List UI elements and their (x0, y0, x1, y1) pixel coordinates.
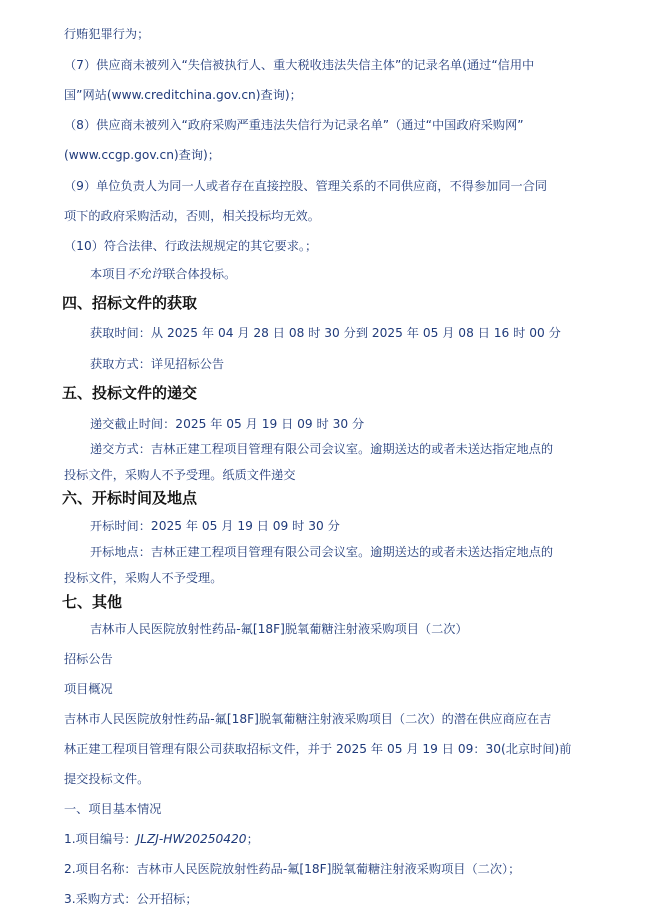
opening-time: 开标时间：2025 年 05 月 19 日 09 时 30 分 (90, 519, 340, 533)
procurement-method: 3.采购方式：公开招标； (64, 892, 198, 906)
overview-label: 项目概况 (64, 682, 113, 696)
section-4-heading: 四、招标文件的获取 (62, 294, 198, 312)
requirement-8-line1: （8）供应商未被列入“政府采购严重违法失信行为记录名单”（通过“中国政府采购网” (64, 118, 524, 132)
doc-acquire-method: 获取方式：详见招标公告 (90, 357, 225, 371)
text-line: 行贿犯罪行为； (64, 27, 150, 41)
basic-info-heading: 一、项目基本情况 (64, 802, 162, 816)
requirement-9-line1: （9）单位负责人为同一人或者存在直接控股、管理关系的不同供应商，不得参加同一合同 (64, 179, 548, 193)
opening-place-line2: 投标文件，采购人不予受理。 (64, 571, 223, 585)
project-number-label: 1.项目编号： (64, 832, 137, 846)
requirement-9-line2: 项下的政府采购活动，否则，相关投标均无效。 (64, 209, 320, 223)
project-number (64, 831, 609, 847)
doc-acquire-time: 获取时间：从 2025 年 04 月 28 日 08 时 30 分到 2025 年 05 月 08 日 16 时 00 分 (90, 326, 561, 340)
project-number-value: JLZJ-HW20250420 (136, 832, 247, 846)
requirement-10: （10）符合法律、行政法规规定的其它要求。； (64, 239, 318, 253)
submit-method-line1: 递交方式：吉林正建工程项目管理有限公司会议室。逾期送达的或者未送达指定地点的 (90, 442, 554, 456)
consortium-value: 不允许 (126, 267, 164, 281)
overview-para-line2: 林正建工程项目管理有限公司获取招标文件，并于 2025 年 05 月 19 日 09：30(北京时间)前 (64, 742, 572, 756)
section-6-heading: 六、开标时间及地点 (62, 489, 198, 507)
requirement-7-line2: 国”网站(www.creditchina.gov.cn)查询)； (64, 88, 302, 102)
consortium-statement (90, 266, 609, 282)
section-5-heading: 五、投标文件的递交 (62, 384, 198, 402)
opening-place-line1: 开标地点：吉林正建工程项目管理有限公司会议室。逾期送达的或者未送达指定地点的 (90, 545, 554, 559)
project-title: 吉林市人民医院放射性药品-氟[18F]脱氧葡糖注射液采购项目（二次） (90, 622, 468, 636)
project-name: 2.项目名称：吉林市人民医院放射性药品-氟[18F]脱氧葡糖注射液采购项目（二次）； (64, 862, 521, 876)
section-7-heading: 七、其他 (62, 593, 123, 611)
requirement-8-line2: (www.ccgp.gov.cn)查询)； (64, 148, 220, 162)
requirement-7-line1: （7）供应商未被列入“失信被执行人、重大税收违法失信主体”的记录名单(通过“信用中 (64, 58, 535, 72)
consortium-suffix: 联合体投标。 (163, 267, 237, 281)
submit-deadline: 递交截止时间：2025 年 05 月 19 日 09 时 30 分 (90, 417, 365, 431)
consortium-prefix: 本项目 (90, 267, 127, 281)
submit-method-line2: 投标文件，采购人不予受理。纸质文件递交 (64, 468, 296, 482)
project-number-end: ； (246, 832, 259, 846)
overview-para-line3: 提交投标文件。 (64, 772, 150, 786)
notice-label: 招标公告 (64, 652, 113, 666)
overview-para-line1: 吉林市人民医院放射性药品-氟[18F]脱氧葡糖注射液采购项目（二次）的潜在供应商应在吉 (64, 712, 552, 726)
